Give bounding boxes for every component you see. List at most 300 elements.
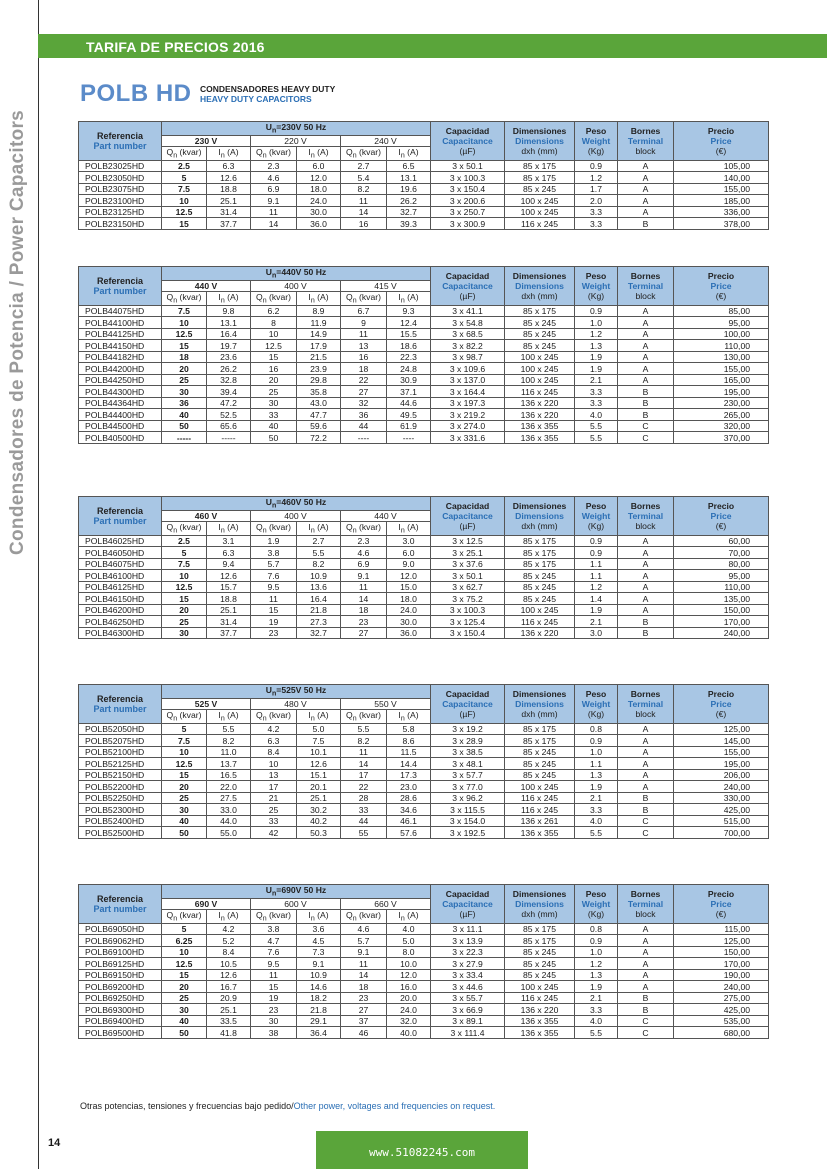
qn-symbol: Q xyxy=(346,710,353,721)
table-row xyxy=(79,804,769,816)
qn-subscript: n xyxy=(352,715,357,723)
rated-voltage-header xyxy=(162,885,431,899)
qn-alt2-cell: 14 xyxy=(341,593,387,605)
in-subscript: n xyxy=(400,715,405,723)
qn-main-cell: 5 xyxy=(162,172,207,184)
qn-main-cell: 30 xyxy=(162,386,207,398)
capacitance-header-en: Capacitance xyxy=(442,280,493,291)
qn-symbol: Q xyxy=(166,522,174,533)
in-alt2-cell: ---- xyxy=(387,432,431,444)
part-number-cell: POLB40500HD xyxy=(79,432,162,444)
in-alt1-cell: 47.7 xyxy=(297,409,341,421)
un-equals: = xyxy=(276,685,282,695)
qn-alt1-cell: 3.8 xyxy=(251,923,297,935)
qn-header xyxy=(341,710,387,724)
qn-header xyxy=(251,522,297,536)
weight-cell: 2.0 xyxy=(575,195,618,207)
dimensions-cell: 85 x 175 xyxy=(505,923,575,935)
in-symbol: I xyxy=(398,522,401,533)
price-cell: 240,00 xyxy=(674,627,769,639)
terminal-cell: A xyxy=(618,981,674,993)
header-row-un xyxy=(79,267,769,281)
weight-cell: 4.0 xyxy=(575,1015,618,1027)
price-header-unit: (€) xyxy=(715,708,727,719)
price-cell: 95,00 xyxy=(674,570,769,582)
subtitle-english: HEAVY DUTY CAPACITORS xyxy=(200,94,312,104)
in-main-cell: 16.7 xyxy=(207,981,251,993)
in-symbol: I xyxy=(308,910,311,921)
in-alt1-cell: 15.1 xyxy=(297,769,341,781)
in-subscript: n xyxy=(220,715,225,723)
in-main-cell: 3.1 xyxy=(207,535,251,547)
in-alt2-cell: 11.5 xyxy=(387,746,431,758)
un-equals: = xyxy=(276,267,282,277)
in-alt1-cell: 18.2 xyxy=(297,992,341,1004)
table-row xyxy=(79,328,769,340)
part-number-cell: POLB23100HD xyxy=(79,195,162,207)
in-alt1-cell: 11.9 xyxy=(297,317,341,329)
in-main-cell: 6.3 xyxy=(207,547,251,559)
qn-alt2-cell: 27 xyxy=(341,627,387,639)
qn-header xyxy=(162,147,207,161)
part-number-cell: POLB46125HD xyxy=(79,581,162,593)
table-row xyxy=(79,374,769,386)
in-alt1-cell: 40.2 xyxy=(297,815,341,827)
in-alt1-cell: 30.0 xyxy=(297,206,341,218)
qn-alt2-cell: 6.7 xyxy=(341,305,387,317)
capacitance-header xyxy=(431,122,505,161)
part-number-cell: POLB52500HD xyxy=(79,827,162,839)
qn-alt1-cell: 30 xyxy=(251,1015,297,1027)
terminal-cell: A xyxy=(618,340,674,352)
table-row xyxy=(79,558,769,570)
capacitance-cell: 3 x 150.4 xyxy=(431,627,505,639)
qn-unit: (kvar) xyxy=(179,147,202,158)
in-alt2-cell: 3.0 xyxy=(387,535,431,547)
capacitance-cell: 3 x 25.1 xyxy=(431,547,505,559)
terminal-cell: B xyxy=(618,386,674,398)
ref-header-es: Referencia xyxy=(96,505,144,516)
subtitle-spanish: CONDENSADORES HEAVY DUTY xyxy=(200,84,336,94)
dimensions-cell: 85 x 245 xyxy=(505,340,575,352)
capacitance-cell: 3 x 300.9 xyxy=(431,218,505,230)
capacitance-header xyxy=(431,885,505,924)
part-number-cell: POLB23150HD xyxy=(79,218,162,230)
in-main-cell: 8.2 xyxy=(207,735,251,747)
weight-cell: 1.7 xyxy=(575,183,618,195)
qn-main-cell: 12.5 xyxy=(162,328,207,340)
capacitance-header-es: Capacidad xyxy=(445,688,490,699)
in-alt1-cell: 3.6 xyxy=(297,923,341,935)
qn-main-cell: 30 xyxy=(162,1004,207,1016)
terminal-cell: A xyxy=(618,781,674,793)
qn-main-cell: 12.5 xyxy=(162,958,207,970)
qn-alt2-cell: 44 xyxy=(341,815,387,827)
voltage-header-2: 240 V xyxy=(341,135,431,147)
weight-cell: 5.5 xyxy=(575,827,618,839)
in-alt1-cell: 21.5 xyxy=(297,351,341,363)
in-main-cell: 15.7 xyxy=(207,581,251,593)
qn-alt2-cell: 4.6 xyxy=(341,547,387,559)
in-alt1-cell: 20.1 xyxy=(297,781,341,793)
table-row xyxy=(79,581,769,593)
part-number-cell: POLB44200HD xyxy=(79,363,162,375)
terminal-header-unit: block xyxy=(635,708,656,719)
terminal-cell: A xyxy=(618,958,674,970)
capacitance-cell: 3 x 111.4 xyxy=(431,1027,505,1039)
capacitance-cell: 3 x 41.1 xyxy=(431,305,505,317)
price-cell: 370,00 xyxy=(674,432,769,444)
in-alt1-cell: 50.3 xyxy=(297,827,341,839)
in-alt1-cell: 36.4 xyxy=(297,1027,341,1039)
in-header xyxy=(207,710,251,724)
qn-alt2-cell: 22 xyxy=(341,374,387,386)
weight-cell: 2.1 xyxy=(575,992,618,1004)
qn-alt2-cell: 16 xyxy=(341,351,387,363)
in-alt2-cell: 6.5 xyxy=(387,160,431,172)
weight-header-es: Peso xyxy=(585,688,607,699)
dimensions-cell: 85 x 175 xyxy=(505,172,575,184)
qn-alt2-cell: 16 xyxy=(341,218,387,230)
in-alt1-cell: 72.2 xyxy=(297,432,341,444)
weight-cell: 3.3 xyxy=(575,397,618,409)
qn-main-cell: 15 xyxy=(162,218,207,230)
qn-main-cell: 12.5 xyxy=(162,206,207,218)
dimensions-cell: 85 x 175 xyxy=(505,935,575,947)
terminal-header-es: Bornes xyxy=(630,888,661,899)
table-row xyxy=(79,535,769,547)
dimensions-cell: 85 x 245 xyxy=(505,946,575,958)
un-equals: = xyxy=(276,885,282,895)
qn-subscript: n xyxy=(352,527,357,535)
table-row xyxy=(79,305,769,317)
qn-main-cell: 12.5 xyxy=(162,758,207,770)
weight-cell: 1.9 xyxy=(575,363,618,375)
in-alt1-cell: 5.0 xyxy=(297,723,341,735)
weight-cell: 1.3 xyxy=(575,340,618,352)
ref-header-en: Part number xyxy=(93,285,147,296)
price-table-0 xyxy=(78,121,769,230)
table-row xyxy=(79,570,769,582)
terminal-cell: A xyxy=(618,172,674,184)
capacitance-header-en: Capacitance xyxy=(442,135,493,146)
in-unit: (A) xyxy=(317,710,329,721)
table-row xyxy=(79,409,769,421)
capacitance-cell: 3 x 57.7 xyxy=(431,769,505,781)
part-number-cell: POLB44400HD xyxy=(79,409,162,421)
voltage-header-0: 440 V xyxy=(162,280,251,292)
price-header xyxy=(674,497,769,536)
qn-unit: (kvar) xyxy=(269,910,291,921)
in-subscript: n xyxy=(310,152,315,160)
dimensions-header-en: Dimensions xyxy=(515,280,564,291)
terminal-cell: A xyxy=(618,547,674,559)
terminal-cell: C xyxy=(618,827,674,839)
weight-header-unit: (Kg) xyxy=(587,708,605,719)
terminal-cell: A xyxy=(618,351,674,363)
part-number-cell: POLB69200HD xyxy=(79,981,162,993)
qn-main-cell: 40 xyxy=(162,815,207,827)
ref-header-es: Referencia xyxy=(96,893,144,904)
qn-alt1-cell: 15 xyxy=(251,351,297,363)
price-cell: 185,00 xyxy=(674,195,769,207)
dimensions-cell: 100 x 245 xyxy=(505,981,575,993)
capacitance-cell: 3 x 11.1 xyxy=(431,923,505,935)
qn-alt1-cell: 3.8 xyxy=(251,547,297,559)
qn-main-cell: 20 xyxy=(162,363,207,375)
capacitance-header-es: Capacidad xyxy=(445,500,490,511)
in-alt1-cell: 24.0 xyxy=(297,195,341,207)
weight-cell: 3.3 xyxy=(575,1004,618,1016)
qn-main-cell: 15 xyxy=(162,769,207,781)
price-cell: 240,00 xyxy=(674,781,769,793)
part-number-cell: POLB52100HD xyxy=(79,746,162,758)
terminal-cell: A xyxy=(618,769,674,781)
capacitance-cell: 3 x 12.5 xyxy=(431,535,505,547)
part-number-cell: POLB52300HD xyxy=(79,804,162,816)
qn-alt2-cell: 18 xyxy=(341,981,387,993)
in-main-cell: 19.7 xyxy=(207,340,251,352)
qn-alt2-cell: 8.2 xyxy=(341,735,387,747)
dimensions-header xyxy=(505,122,575,161)
dimensions-header-es: Dimensiones xyxy=(512,500,567,511)
in-main-cell: 12.6 xyxy=(207,570,251,582)
qn-alt1-cell: 9.1 xyxy=(251,195,297,207)
dimensions-cell: 85 x 175 xyxy=(505,305,575,317)
qn-symbol: Q xyxy=(346,147,353,158)
qn-unit: (kvar) xyxy=(359,710,381,721)
qn-subscript: n xyxy=(352,915,357,923)
weight-cell: 1.2 xyxy=(575,328,618,340)
price-cell: 125,00 xyxy=(674,935,769,947)
qn-alt1-cell: 38 xyxy=(251,1027,297,1039)
dimensions-cell: 116 x 245 xyxy=(505,218,575,230)
dimensions-header-es: Dimensiones xyxy=(512,125,567,136)
voltage-header-0: 690 V xyxy=(162,898,251,910)
qn-header xyxy=(251,710,297,724)
table-row xyxy=(79,746,769,758)
dimensions-header-en: Dimensions xyxy=(515,698,564,709)
qn-subscript: n xyxy=(173,527,178,535)
in-main-cell: 13.1 xyxy=(207,317,251,329)
capacitance-cell: 3 x 100.3 xyxy=(431,172,505,184)
qn-alt2-cell: 14 xyxy=(341,206,387,218)
qn-alt1-cell: 30 xyxy=(251,397,297,409)
in-alt2-cell: 15.5 xyxy=(387,328,431,340)
weight-cell: 2.1 xyxy=(575,792,618,804)
dimensions-cell: 116 x 245 xyxy=(505,616,575,628)
in-main-cell: 25.1 xyxy=(207,604,251,616)
in-subscript: n xyxy=(220,915,225,923)
voltage-header-2: 440 V xyxy=(341,510,431,522)
rated-voltage-value: 690V 50 Hz xyxy=(281,885,327,895)
weight-header xyxy=(575,122,618,161)
qn-alt2-cell: 28 xyxy=(341,792,387,804)
price-cell: 700,00 xyxy=(674,827,769,839)
un-symbol: U xyxy=(265,122,272,132)
part-number-cell: POLB69150HD xyxy=(79,969,162,981)
price-header-es: Precio xyxy=(707,125,735,136)
price-cell: 155,00 xyxy=(674,363,769,375)
qn-symbol: Q xyxy=(256,522,263,533)
dimensions-cell: 116 x 245 xyxy=(505,804,575,816)
terminal-cell: A xyxy=(618,535,674,547)
in-alt1-cell: 29.1 xyxy=(297,1015,341,1027)
qn-alt2-cell: 2.3 xyxy=(341,535,387,547)
weight-cell: 3.3 xyxy=(575,206,618,218)
dimensions-cell: 85 x 245 xyxy=(505,593,575,605)
in-main-cell: 5.5 xyxy=(207,723,251,735)
table-row xyxy=(79,195,769,207)
terminal-cell: A xyxy=(618,735,674,747)
weight-header-en: Weight xyxy=(581,135,611,146)
dimensions-cell: 85 x 245 xyxy=(505,769,575,781)
price-cell: 515,00 xyxy=(674,815,769,827)
price-header-es: Precio xyxy=(707,500,735,511)
qn-subscript: n xyxy=(262,297,267,305)
weight-cell: 3.3 xyxy=(575,218,618,230)
price-cell: 110,00 xyxy=(674,340,769,352)
dimensions-cell: 136 x 355 xyxy=(505,1027,575,1039)
qn-alt2-cell: 9.1 xyxy=(341,570,387,582)
qn-alt1-cell: 33 xyxy=(251,409,297,421)
in-alt2-cell: 13.1 xyxy=(387,172,431,184)
in-subscript: n xyxy=(220,152,225,160)
capacitance-cell: 3 x 219.2 xyxy=(431,409,505,421)
terminal-header-en: Terminal xyxy=(627,898,664,909)
weight-header-en: Weight xyxy=(581,898,611,909)
weight-header xyxy=(575,685,618,724)
terminal-cell: A xyxy=(618,604,674,616)
capacitance-cell: 3 x 82.2 xyxy=(431,340,505,352)
qn-alt2-cell: 6.9 xyxy=(341,558,387,570)
part-number-cell: POLB44500HD xyxy=(79,420,162,432)
dimensions-cell: 136 x 220 xyxy=(505,397,575,409)
in-alt2-cell: 32.7 xyxy=(387,206,431,218)
price-header-unit: (€) xyxy=(715,145,727,156)
weight-cell: 0.9 xyxy=(575,160,618,172)
price-cell: 170,00 xyxy=(674,958,769,970)
in-unit: (A) xyxy=(227,292,239,303)
un-subscript: n xyxy=(272,502,277,510)
header-row-un xyxy=(79,685,769,699)
qn-alt2-cell: 4.6 xyxy=(341,923,387,935)
terminal-header-unit: block xyxy=(635,290,656,301)
qn-alt2-cell: 9.1 xyxy=(341,946,387,958)
in-main-cell: 33.5 xyxy=(207,1015,251,1027)
qn-main-cell: 50 xyxy=(162,420,207,432)
in-unit: (A) xyxy=(317,147,329,158)
dimensions-cell: 85 x 245 xyxy=(505,746,575,758)
capacitance-header xyxy=(431,267,505,306)
table-row xyxy=(79,604,769,616)
in-alt2-cell: 5.8 xyxy=(387,723,431,735)
capacitance-header-es: Capacidad xyxy=(445,270,490,281)
capacitance-header-en: Capacitance xyxy=(442,510,493,521)
weight-cell: 3.3 xyxy=(575,804,618,816)
qn-alt1-cell: 16 xyxy=(251,363,297,375)
in-alt2-cell: 24.8 xyxy=(387,363,431,375)
in-alt1-cell: 8.2 xyxy=(297,558,341,570)
capacitance-cell: 3 x 50.1 xyxy=(431,570,505,582)
terminal-cell: A xyxy=(618,206,674,218)
in-main-cell: 37.7 xyxy=(207,218,251,230)
in-header xyxy=(387,710,431,724)
capacitance-cell: 3 x 62.7 xyxy=(431,581,505,593)
terminal-header-en: Terminal xyxy=(627,510,664,521)
rated-voltage-value: 460V 50 Hz xyxy=(281,497,327,507)
table-row xyxy=(79,160,769,172)
qn-alt1-cell: 23 xyxy=(251,1004,297,1016)
part-number-cell: POLB46250HD xyxy=(79,616,162,628)
qn-main-cell: 7.5 xyxy=(162,735,207,747)
terminal-cell: B xyxy=(618,397,674,409)
price-cell: 125,00 xyxy=(674,723,769,735)
qn-main-cell: 50 xyxy=(162,827,207,839)
price-cell: 230,00 xyxy=(674,397,769,409)
price-cell: 110,00 xyxy=(674,581,769,593)
weight-header-en: Weight xyxy=(581,698,611,709)
ref-header-es: Referencia xyxy=(96,130,144,141)
table-row xyxy=(79,386,769,398)
price-cell: 60,00 xyxy=(674,535,769,547)
capacitance-cell: 3 x 54.8 xyxy=(431,317,505,329)
part-number-cell: POLB23125HD xyxy=(79,206,162,218)
in-symbol: I xyxy=(398,147,401,158)
in-subscript: n xyxy=(310,527,315,535)
dimensions-cell: 85 x 175 xyxy=(505,723,575,735)
weight-header-es: Peso xyxy=(585,270,607,281)
price-cell: 425,00 xyxy=(674,1004,769,1016)
qn-alt2-cell: 27 xyxy=(341,386,387,398)
dimensions-cell: 85 x 245 xyxy=(505,317,575,329)
part-number-cell: POLB52150HD xyxy=(79,769,162,781)
in-alt1-cell: 2.7 xyxy=(297,535,341,547)
ref-header xyxy=(79,122,162,161)
qn-header xyxy=(251,292,297,306)
in-unit: (A) xyxy=(317,292,329,303)
price-table-4 xyxy=(78,884,769,1039)
table-row xyxy=(79,946,769,958)
un-subscript: n xyxy=(272,272,277,280)
rated-voltage-value: 525V 50 Hz xyxy=(281,685,327,695)
table-row xyxy=(79,827,769,839)
product-title: POLB HD xyxy=(80,80,192,107)
capacitance-cell: 3 x 75.2 xyxy=(431,593,505,605)
table-row xyxy=(79,183,769,195)
qn-alt1-cell: 12.5 xyxy=(251,340,297,352)
table-row xyxy=(79,935,769,947)
qn-symbol: Q xyxy=(346,292,353,303)
terminal-cell: B xyxy=(618,616,674,628)
qn-alt2-cell: 18 xyxy=(341,604,387,616)
qn-subscript: n xyxy=(262,915,267,923)
terminal-cell: C xyxy=(618,1015,674,1027)
in-main-cell: ----- xyxy=(207,432,251,444)
rated-voltage-value: 230V 50 Hz xyxy=(281,122,327,132)
in-alt1-cell: 12.6 xyxy=(297,758,341,770)
in-alt1-cell: 5.5 xyxy=(297,547,341,559)
dimensions-cell: 136 x 220 xyxy=(505,627,575,639)
capacitance-cell: 3 x 37.6 xyxy=(431,558,505,570)
in-alt2-cell: 15.0 xyxy=(387,581,431,593)
in-symbol: I xyxy=(308,292,311,303)
ref-header-en: Part number xyxy=(93,703,147,714)
qn-main-cell: 7.5 xyxy=(162,183,207,195)
terminal-cell: A xyxy=(618,935,674,947)
table-row xyxy=(79,172,769,184)
qn-subscript: n xyxy=(262,527,267,535)
